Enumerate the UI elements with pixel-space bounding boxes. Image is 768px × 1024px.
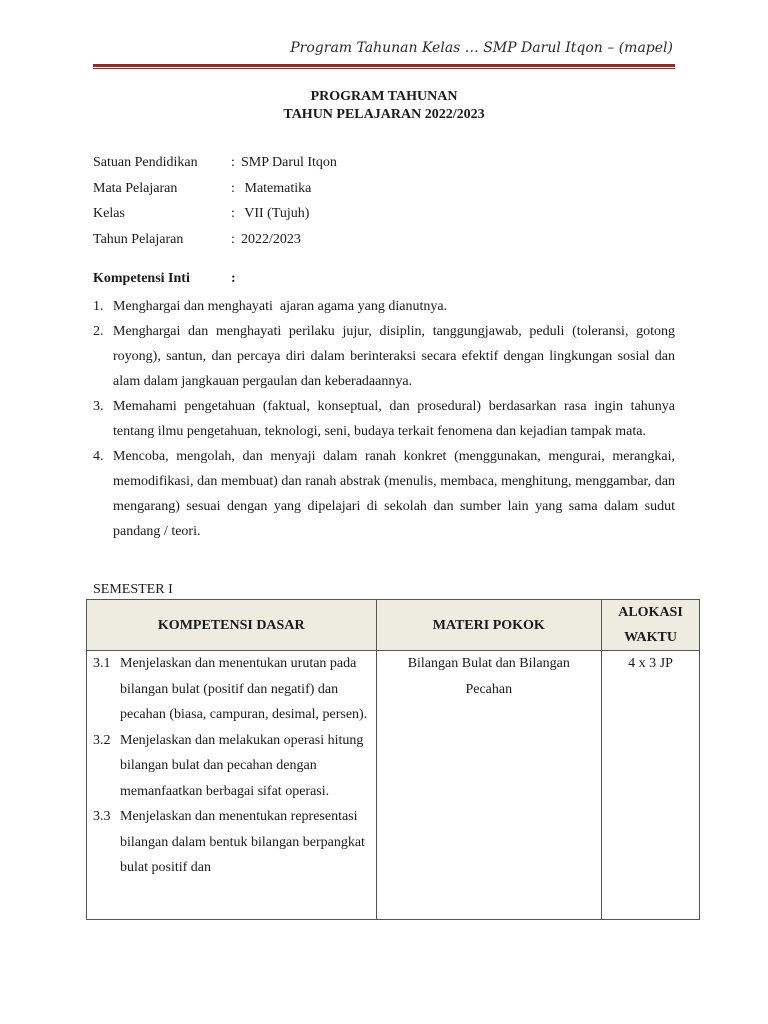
kd-list [87,651,376,881]
waktu-cell [602,651,700,920]
list-item-number: 4. [93,449,104,464]
list-item-text: Menghargai dan menghayati ajaran agama yang dianutnya. [113,299,448,314]
info-value: Matematika [241,180,312,196]
list-item-text: Memahami pengetahuan (faktual, konseptual, dan prosedural) berdasarkan rasa ingin tahunya tentang ilmu pengetahuan, teknologi, seni, budaya terkait fenomena dan kejadian tampak mata. [113,399,675,439]
list-item [93,394,675,444]
info-label: Mata Pelajaran [93,180,178,196]
kompetensi-inti-colon: : [231,271,236,286]
header-rule-thin [93,68,675,69]
kd-item [93,651,370,728]
kompetensi-inti-label: Kompetensi Inti [93,271,190,286]
column-header-materi-pokok: MATERI POKOK [376,600,602,651]
list-item-text: Mencoba, mengolah, dan menyaji dalam ranah konkret (menggunakan, mengurai, merangkai, memodifikasi, dan membuat) dan ranah abstrak (menulis, membaca, menghitung, menggambar, dan mengarang) sesuai dengan yang dipelajari di sekolah dan sumber lain yang sama dalam sudut pandang / teori. [113,449,675,539]
materi-cell [376,651,602,920]
running-header-title: Program Tahunan Kelas … SMP Darul Itqon – (mapel) [290,40,673,56]
info-row-mapel [93,179,675,205]
info-value: VII (Tujuh) [241,206,310,221]
info-label: Tahun Pelajaran [93,231,184,247]
info-label: Satuan Pendidikan [93,155,198,170]
kd-item [93,728,370,805]
kd-cell [87,651,377,920]
materi-pokok-text: Bilangan Bulat dan Bilangan Pecahan [407,656,570,697]
kompetensi-dasar-table [86,599,700,920]
kd-text: Menjelaskan dan menentukan representasi bilangan dalam bentuk bilangan berpangkat bulat positif dan [120,809,365,875]
info-value: 2022/2023 [241,231,301,247]
info-colon: : [231,231,235,247]
document-title [93,88,675,124]
identity-block [93,153,675,255]
column-header-kompetensi-dasar: KOMPETENSI DASAR [87,600,377,651]
list-item-text: Menghargai dan menghayati perilaku jujur, disiplin, tanggungjawab, peduli (toleransi, gotong royong), santun, dan percaya diri dalam berinteraksi secara efektif dengan lingkungan sosial dan alam dalam jangkauan pergaulan dan keberadaannya. [113,324,675,389]
kompetensi-inti-list [93,294,675,544]
info-colon: : [231,180,235,196]
kd-item [93,804,370,881]
kd-number: 3.2 [93,732,111,748]
list-item-number: 2. [93,324,104,339]
info-row-tahun [93,230,675,256]
list-item-number: 1. [93,299,104,314]
info-value: SMP Darul Itqon [241,155,337,170]
kd-number: 3.3 [93,809,111,824]
info-row-kelas [93,204,675,230]
list-item [93,444,675,544]
kd-number: 3.1 [93,656,111,671]
column-header-alokasi-waktu: ALOKASI WAKTU [602,600,700,651]
title-line-2: TAHUN PELAJARAN 2022/2023 [283,107,485,122]
kd-text: Menjelaskan dan menentukan urutan pada bilangan bulat (positif dan negatif) dan pecahan (biasa, campuran, desimal, persen). [120,656,368,722]
kompetensi-inti-heading [93,271,236,287]
list-item-number: 3. [93,399,104,414]
info-row-satuan [93,153,675,179]
info-label: Kelas [93,206,125,221]
header-rule-thick [93,64,675,67]
list-item [93,319,675,394]
info-colon: : [231,155,235,170]
kd-text: Menjelaskan dan melakukan operasi hitung bilangan bulat dan pecahan dengan memanfaatkan berbagai sifat operasi. [120,732,364,799]
semester-label: SEMESTER I [93,582,173,597]
title-line-1: PROGRAM TAHUNAN [310,89,458,104]
info-colon: : [231,206,235,221]
table-row [87,651,700,920]
alokasi-waktu-text: 4 x 3 JP [628,656,673,671]
table-header-row [87,600,700,651]
list-item [93,294,675,319]
